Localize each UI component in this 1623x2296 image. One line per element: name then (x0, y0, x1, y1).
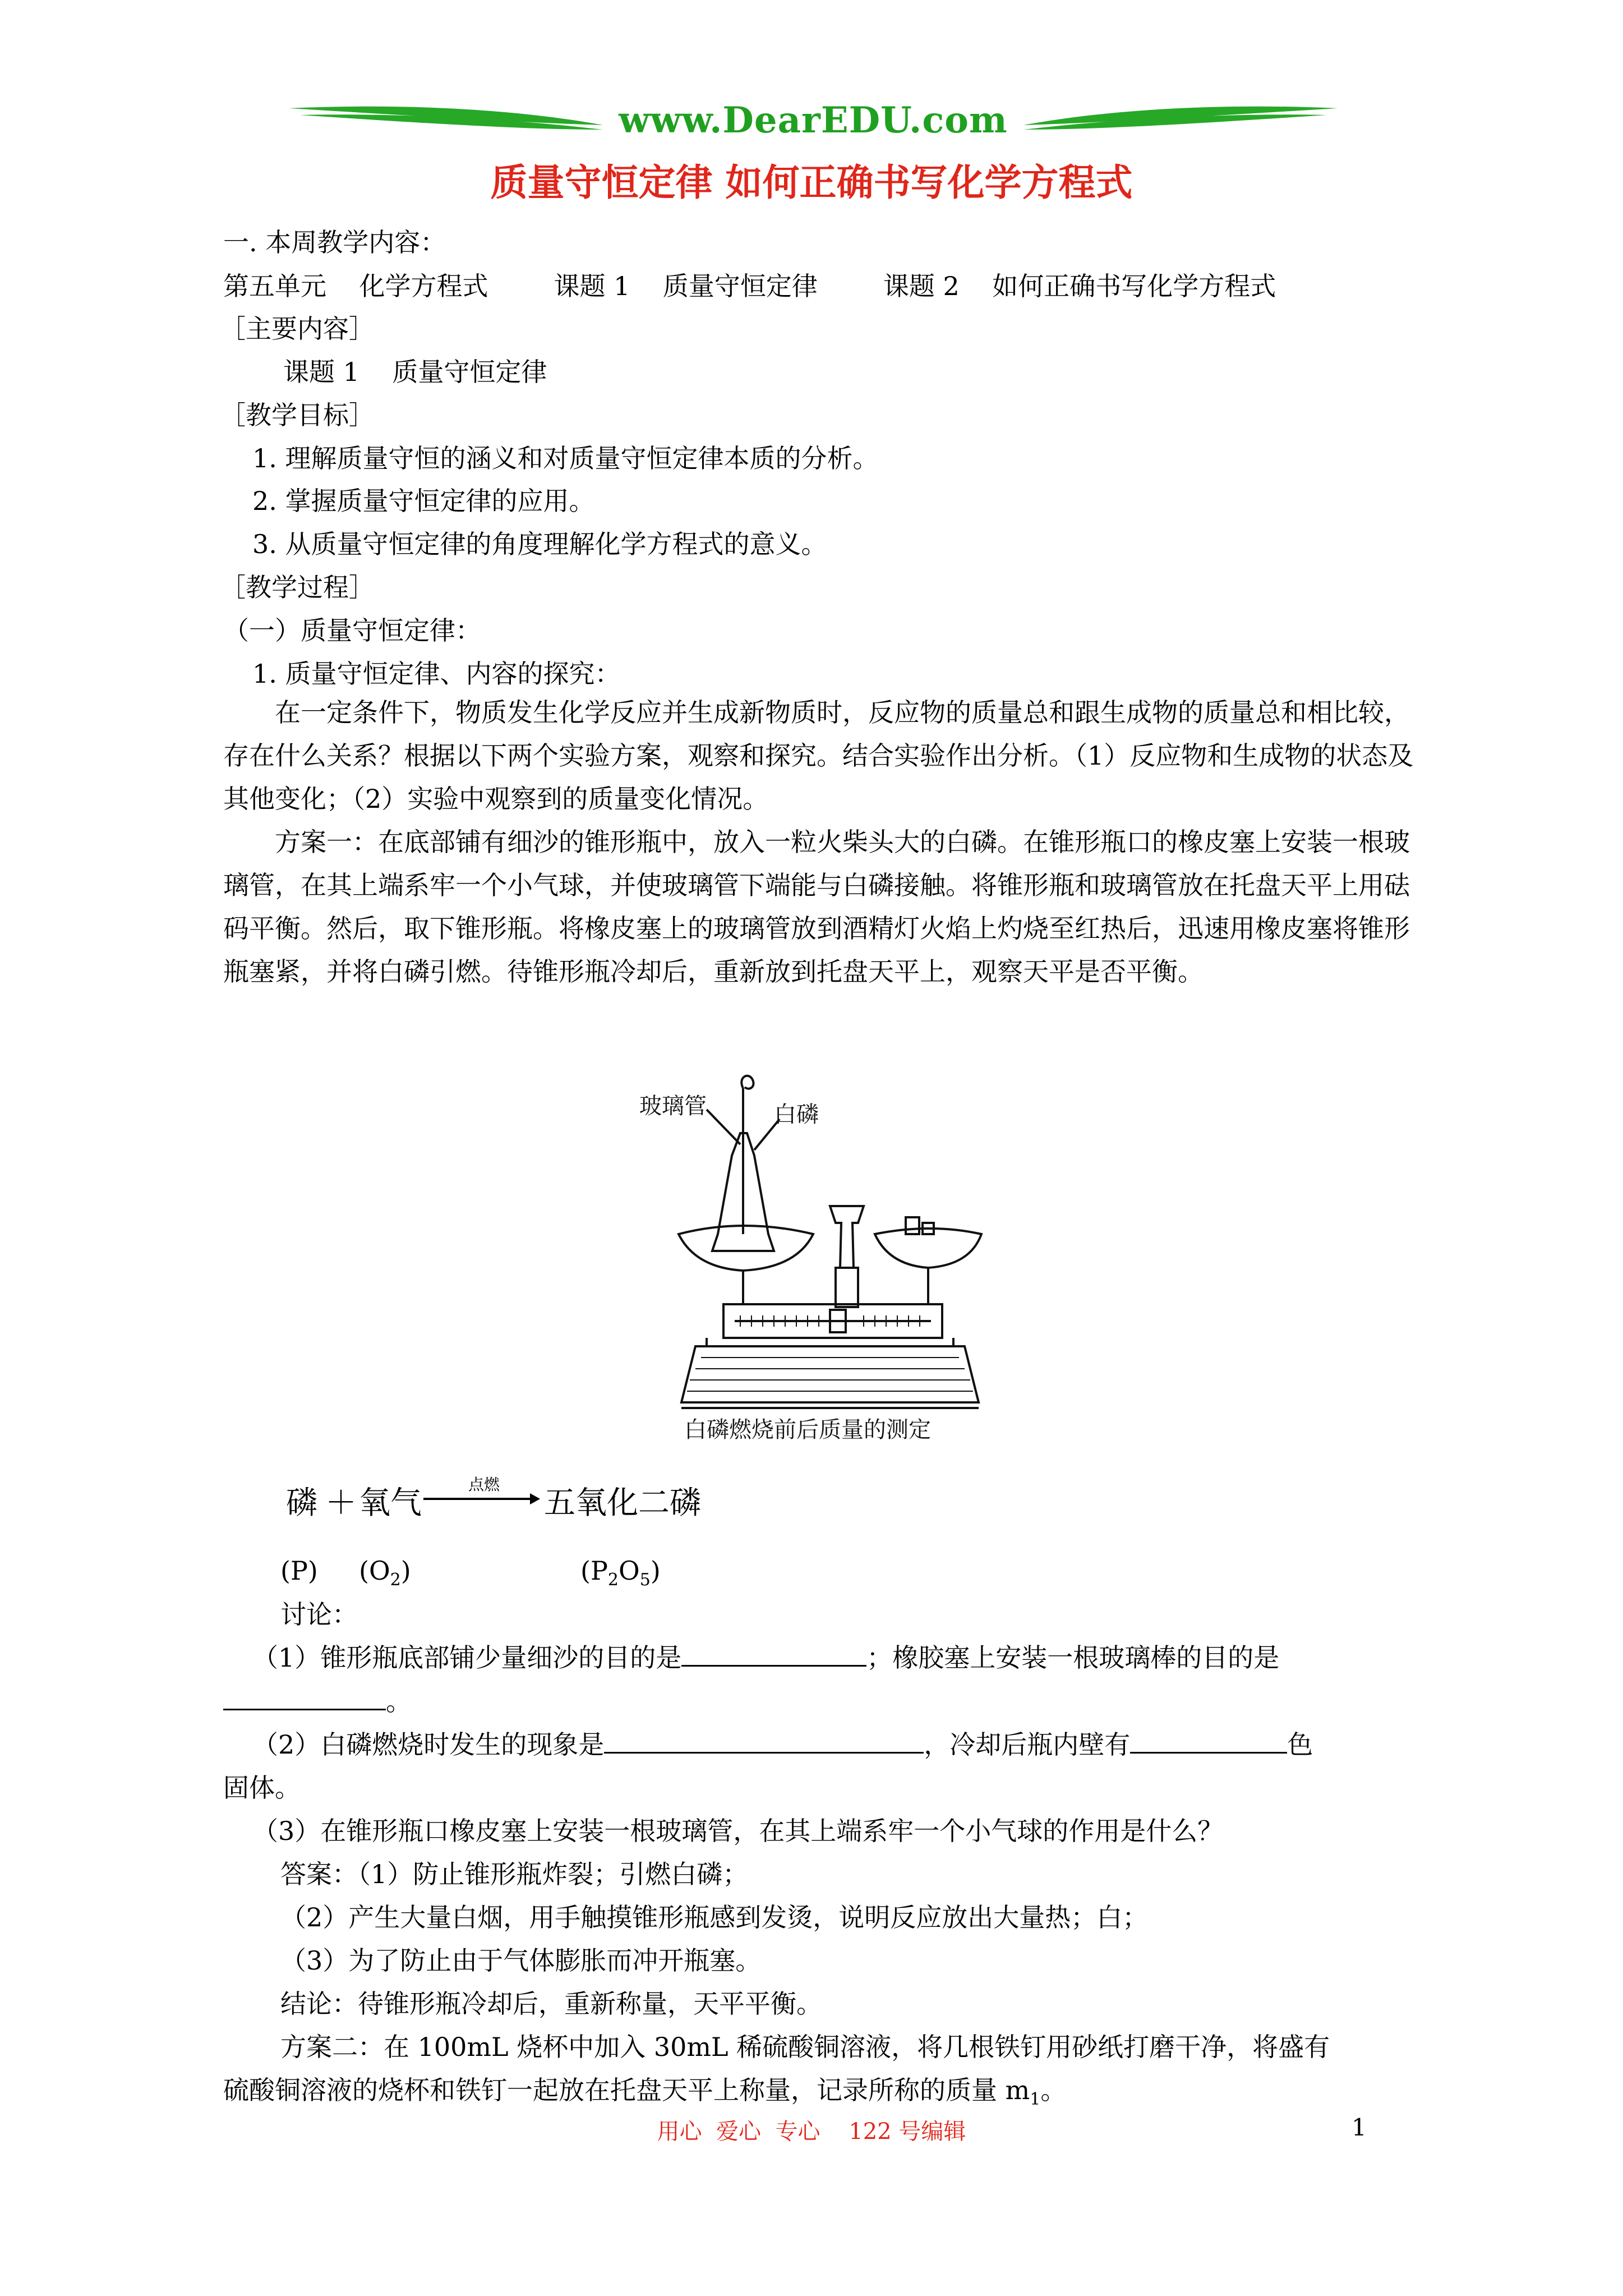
answer-2: （2）产生大量白烟，用手触摸锥形瓶感到发烫，说明反应放出大量热；白； (280, 1902, 1149, 1932)
unit-line: 第五单元 化学方程式 课题 1 质量守恒定律 课题 2 如何正确书写化学方程式 (223, 271, 1276, 301)
goal-item: 1. 理解质量守恒的涵义和对质量守恒定律本质的分析。 (252, 443, 879, 473)
reactant-phosphorus: 磷 (286, 1485, 317, 1521)
scheme-two-line-2: 硫酸铜溶液的烧杯和铁钉一起放在托盘天平上称量，记录所称的质量 $m_1$。 (223, 2075, 1067, 2110)
header-banner (289, 98, 1338, 149)
document-title: 质量守恒定律 如何正确书写化学方程式 (490, 161, 1133, 204)
formula-o2: $(O_2)$ (359, 1556, 411, 1590)
answer-blank[interactable] (604, 1729, 924, 1754)
formula-p2o5: $(P_2O_5)$ (580, 1556, 661, 1590)
balance-figure (628, 1066, 987, 1442)
footer-text: 用心 爱心 专心 122 号编辑 (657, 2119, 966, 2145)
goals-heading: ［教学目标］ (220, 400, 375, 430)
discussion-heading: 讨论： (280, 1599, 358, 1630)
formula-p: (P) (280, 1556, 318, 1586)
page-number: 1 (1352, 2114, 1367, 2141)
figure-label-phosphorus: 白磷 (774, 1102, 819, 1128)
main-content-heading: ［主要内容］ (220, 314, 375, 344)
site-logo-text: www.DearEDU.com (619, 99, 1008, 141)
lesson-title: 课题 1 质量守恒定律 (283, 357, 547, 387)
reactant-oxygen: 氧气 (359, 1485, 422, 1521)
word-equation (286, 1473, 791, 1523)
figure-caption: 白磷燃烧前后质量的测定 (684, 1417, 931, 1442)
process-heading: ［教学过程］ (220, 572, 375, 602)
intro-paragraph: 在一定条件下，物质发生化学反应并生成新物质时，反应物的质量总和跟生成物的质量总和相比较，存在什么关系？根据以下两个实验方案，观察和探究。结合实验作出分析。（1）反应物和生成物的状态及其他变化；（2）实验中观察到的质量变化情况。 (223, 697, 1414, 814)
balance-drawing (628, 1066, 987, 1442)
section-heading: 一. 本周教学内容： (223, 227, 446, 257)
question-2: （2）白磷燃烧时发生的现象是 ，冷却后瓶内壁有 色 (252, 1729, 1313, 1760)
scheme-two-line: 方案二：在 100mL 烧杯中加入 30mL 稀硫酸铜溶液，将几根铁钉用砂纸打磨干净，将盛有 (280, 2032, 1330, 2062)
subsection-item: 1. 质量守恒定律、内容的探究： (252, 659, 621, 689)
conclusion-line: 结论：待锥形瓶冷却后，重新称量，天平平衡。 (280, 1989, 822, 2019)
question-3: （3）在锥形瓶口橡皮塞上安装一根玻璃管，在其上端系牢一个小气球的作用是什么？ (252, 1816, 1224, 1846)
subsection-heading: （一）质量守恒定律： (223, 615, 481, 646)
reaction-arrow-icon (423, 1490, 541, 1507)
product-p2o5: 五氧化二磷 (544, 1485, 701, 1521)
figure-label-tube: 玻璃管 (639, 1093, 707, 1119)
answer-blank[interactable] (223, 1686, 386, 1710)
question-1-continued: 。 (223, 1685, 412, 1718)
reaction-condition: 点燃 (468, 1475, 500, 1494)
answer-blank[interactable] (681, 1642, 866, 1667)
answer-1: 答案：（1）防止锥形瓶炸裂；引燃白磷； (280, 1859, 749, 1889)
goal-item: 2. 掌握质量守恒定律的应用。 (252, 486, 595, 516)
answer-3: （3）为了防止由于气体膨胀而冲开瓶塞。 (280, 1945, 762, 1976)
goal-item: 3. 从质量守恒定律的角度理解化学方程式的意义。 (252, 529, 827, 559)
plus-sign: ＋ (325, 1485, 357, 1521)
question-2-continued: 固体。 (223, 1773, 301, 1803)
question-1: （1）锥形瓶底部铺少量细沙的目的是 ；橡胶塞上安装一根玻璃棒的目的是 (252, 1642, 1280, 1673)
answer-blank[interactable] (1130, 1729, 1287, 1754)
scheme-one-paragraph: 方案一：在底部铺有细沙的锥形瓶中，放入一粒火柴头大的白磷。在锥形瓶口的橡皮塞上安装一根玻璃管，在其上端系牢一个小气球，并使玻璃管下端能与白磷接触。将锥形瓶和玻璃管放在托盘天平上用砝码平衡。然后，取下锥形瓶。将橡皮塞上的玻璃管放到酒精灯火焰上灼烧至红热后，迅速用橡皮塞将锥形瓶塞紧，并将白磷引燃。待锥形瓶冷却后，重新放到托盘天平上，观察天平是否平衡。 (223, 827, 1410, 987)
